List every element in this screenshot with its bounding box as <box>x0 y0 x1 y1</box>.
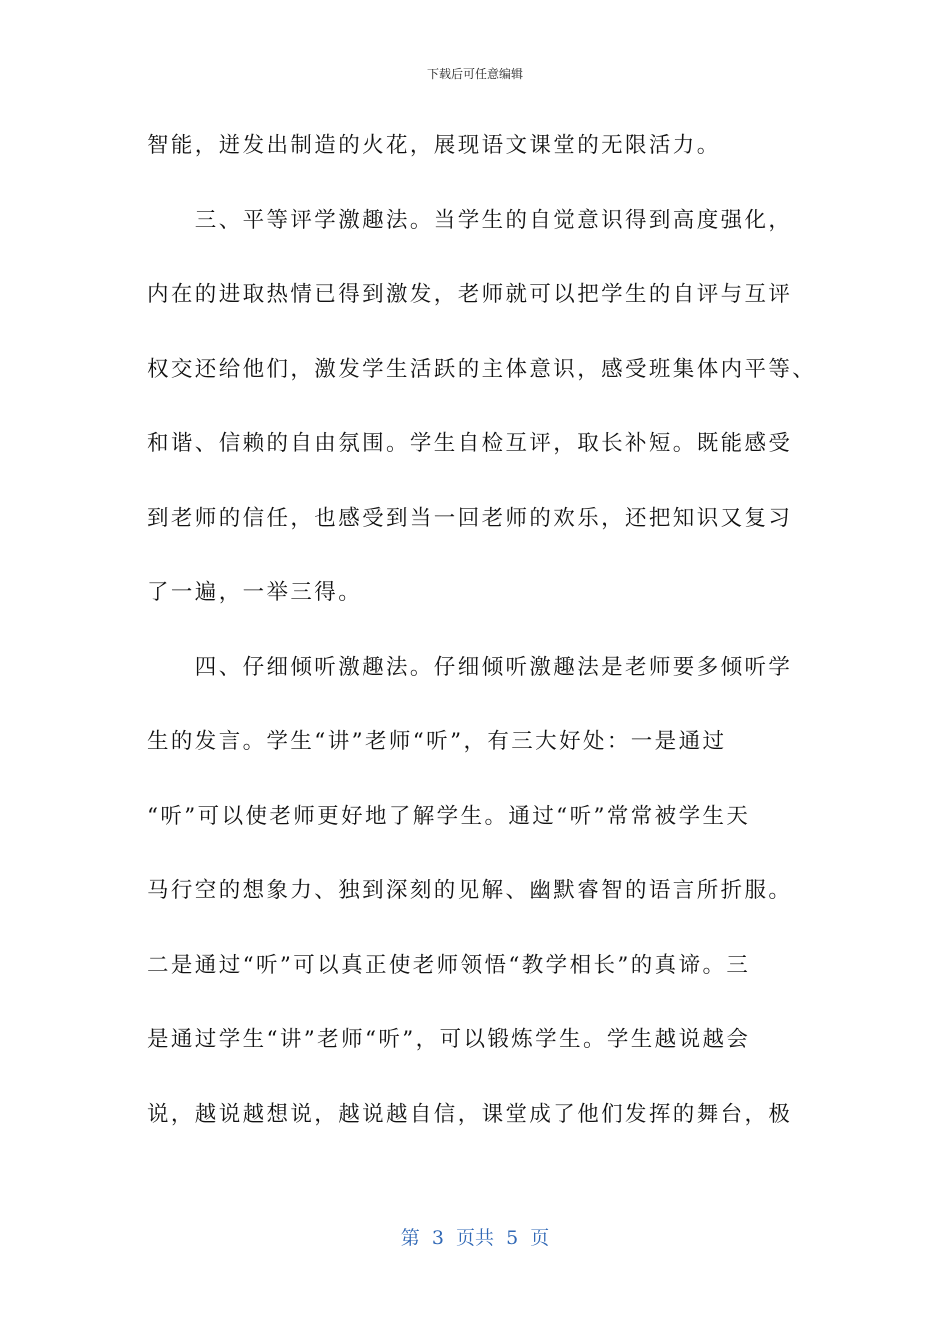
text-line-13: 是通过学生“讲”老师“听”，可以锻炼学生。学生越说越会 <box>147 1027 751 1052</box>
page-number-footer: 第 3 页共 5 页 <box>400 1227 550 1249</box>
text-line-10: “听”可以使老师更好地了解学生。通过“听”常常被学生天 <box>147 803 751 829</box>
text-line-1: 智能，迸发出制造的火花，展现语文课堂的无限活力。 <box>147 133 721 158</box>
text-line-5: 和谐、信赖的自由氛围。学生自检互评，取长补短。既能感受 <box>147 431 793 456</box>
text-line-4: 权交还给他们，激发学生活跃的主体意识，感受班集体内平等、 <box>147 356 817 382</box>
text-line-8: 四、仔细倾听激趣法。仔细倾听激趣法是老师要多倾听学 <box>147 654 793 680</box>
text-line-7: 了一遍，一举三得。 <box>147 580 363 605</box>
text-line-3: 内在的进取热情已得到激发，老师就可以把学生的自评与互评 <box>147 282 793 307</box>
text-line-6: 到老师的信任，也感受到当一回老师的欢乐，还把知识又复习 <box>147 505 793 531</box>
body-text <box>147 124 819 1167</box>
text-line-11: 马行空的想象力、独到深刻的见解、幽默睿智的语言所折服。 <box>147 878 793 903</box>
text-line-14: 说，越说越想说，越说越自信，课堂成了他们发挥的舞台，极 <box>147 1101 793 1127</box>
page-header: 下载后可任意编辑 <box>426 67 523 81</box>
text-line-9: 生的发言。学生“讲”老师“听”，有三大好处：一是通过 <box>147 729 727 754</box>
text-line-12: 二是通过“听”可以真正使老师领悟“教学相长”的真谛。三 <box>147 952 751 978</box>
text-line-2: 三、平等评学激趣法。当学生的自觉意识得到高度强化， <box>147 207 793 233</box>
